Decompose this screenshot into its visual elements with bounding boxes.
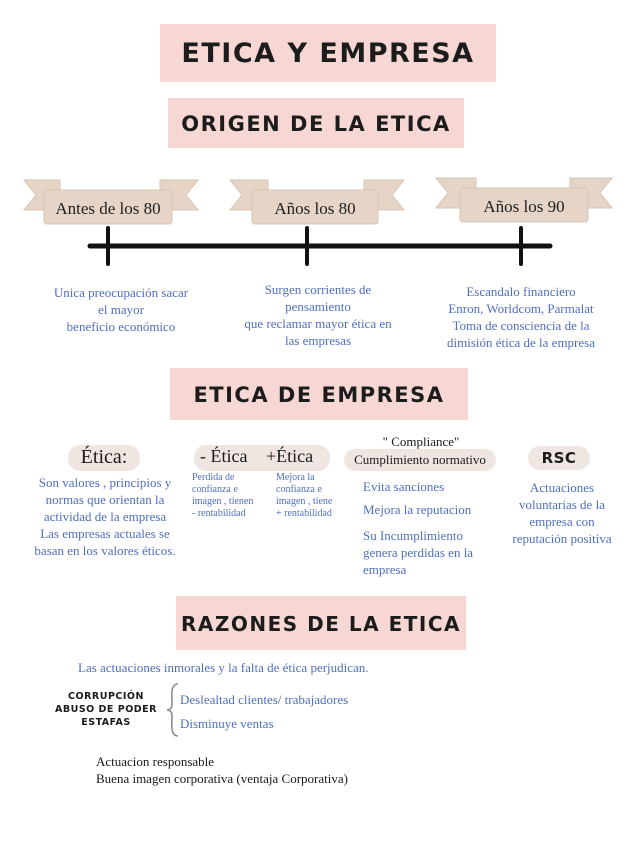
compliance-heading: " Compliance" — [382, 434, 460, 449]
etica-description-line: Las empresas actuales se — [40, 526, 170, 541]
rsc-heading: RSC — [541, 449, 577, 467]
origin-title: ORIGEN DE LA ETICA — [181, 112, 451, 136]
compliance-item-3 — [363, 527, 473, 578]
timeline-desc-1-line: el mayor — [98, 302, 144, 317]
timeline-ribbons — [0, 0, 636, 280]
minus-etica-line: confianza e — [192, 484, 238, 495]
reasons-benefits — [96, 753, 348, 787]
rsc-description-line: voluntarias de la — [519, 497, 605, 512]
cause-item: ABUSO DE PODER — [55, 704, 157, 715]
timeline-desc-3 — [424, 283, 618, 351]
timeline-desc-2-line: que reclamar mayor ética en — [244, 316, 392, 331]
compliance-item-3-line: empresa — [363, 562, 407, 577]
plus-etica-description — [276, 472, 346, 520]
timeline-desc-2 — [218, 281, 418, 349]
effect-item-1: Deslealtad clientes/ trabajadores — [180, 692, 349, 707]
timeline-desc-2-line: Surgen corrientes de — [264, 282, 372, 297]
plus-etica-heading: +Ética — [266, 446, 314, 466]
main-title: ETICA Y EMPRESA — [181, 38, 475, 69]
etica-heading: Ética: — [80, 446, 128, 468]
rsc-description-line: reputación positiva — [512, 531, 612, 546]
etica-description-line: Son valores , principios y — [38, 475, 172, 490]
rsc-description — [500, 479, 624, 547]
rsc-description-line: empresa con — [529, 514, 595, 529]
timeline-desc-1-line: Unica preocupación sacar — [53, 285, 189, 300]
timeline-desc-1-line: beneficio económico — [66, 319, 176, 334]
compliance-subheading: Cumplimiento normativo — [354, 452, 486, 467]
etica-description-line: basan en los valores éticos. — [34, 543, 176, 558]
compliance-item-2: Mejora la reputacion — [363, 502, 472, 517]
reasons-causes — [44, 690, 168, 729]
timeline-desc-2-line: pensamiento — [285, 299, 351, 314]
timeline-desc-3-line: Enron, Worldcom, Parmalat — [448, 301, 594, 316]
timeline-label-3: Años los 90 — [483, 197, 565, 216]
plus-etica-line: Mejora la — [276, 472, 315, 483]
plus-etica-line: confianza e — [276, 484, 322, 495]
minus-etica-description — [192, 472, 272, 520]
timeline-label-1: Antes de los 80 — [55, 199, 161, 218]
cause-item: ESTAFAS — [81, 717, 131, 728]
cause-item: CORRUPCIÓN — [68, 691, 144, 702]
timeline-desc-1 — [26, 284, 216, 335]
compliance-item-3-line: Su Incumplimiento — [363, 528, 464, 543]
company-ethics-title: ETICA DE EMPRESA — [193, 383, 445, 407]
etica-description-line: normas que orientan la — [45, 492, 165, 507]
minus-etica-line: - rentabilidad — [192, 508, 246, 519]
effect-item-2: Disminuye ventas — [180, 716, 274, 731]
timeline-desc-3-line: Toma de consciencia de la — [452, 318, 590, 333]
rsc-description-line: Actuaciones — [529, 480, 595, 495]
timeline-label-2: Años los 80 — [274, 199, 356, 218]
reasons-intro: Las actuaciones inmorales y la falta de ética perjudican. — [78, 660, 369, 675]
compliance-item-1: Evita sanciones — [363, 479, 445, 494]
benefit-item: Actuacion responsable — [96, 754, 215, 769]
timeline-desc-3-line: dimisión ética de la empresa — [446, 335, 595, 350]
timeline-desc-2-line: las empresas — [284, 333, 352, 348]
etica-description-line: actividad de la empresa — [43, 509, 167, 524]
plus-etica-line: imagen , tiene — [276, 496, 333, 507]
plus-etica-line: + rentabilidad — [276, 508, 332, 519]
etica-description — [18, 474, 192, 559]
minus-etica-heading: - Ética — [200, 446, 248, 466]
benefit-item: Buena imagen corporativa (ventaja Corporativa) — [96, 771, 348, 786]
reasons-title: RAZONES DE LA ETICA — [181, 612, 461, 636]
compliance-item-3-line: genera perdidas en la — [363, 545, 474, 560]
minus-etica-line: imagen , tienen — [192, 496, 254, 507]
timeline-desc-3-line: Escandalo financiero — [466, 284, 576, 299]
minus-etica-line: Perdida de — [192, 472, 235, 483]
